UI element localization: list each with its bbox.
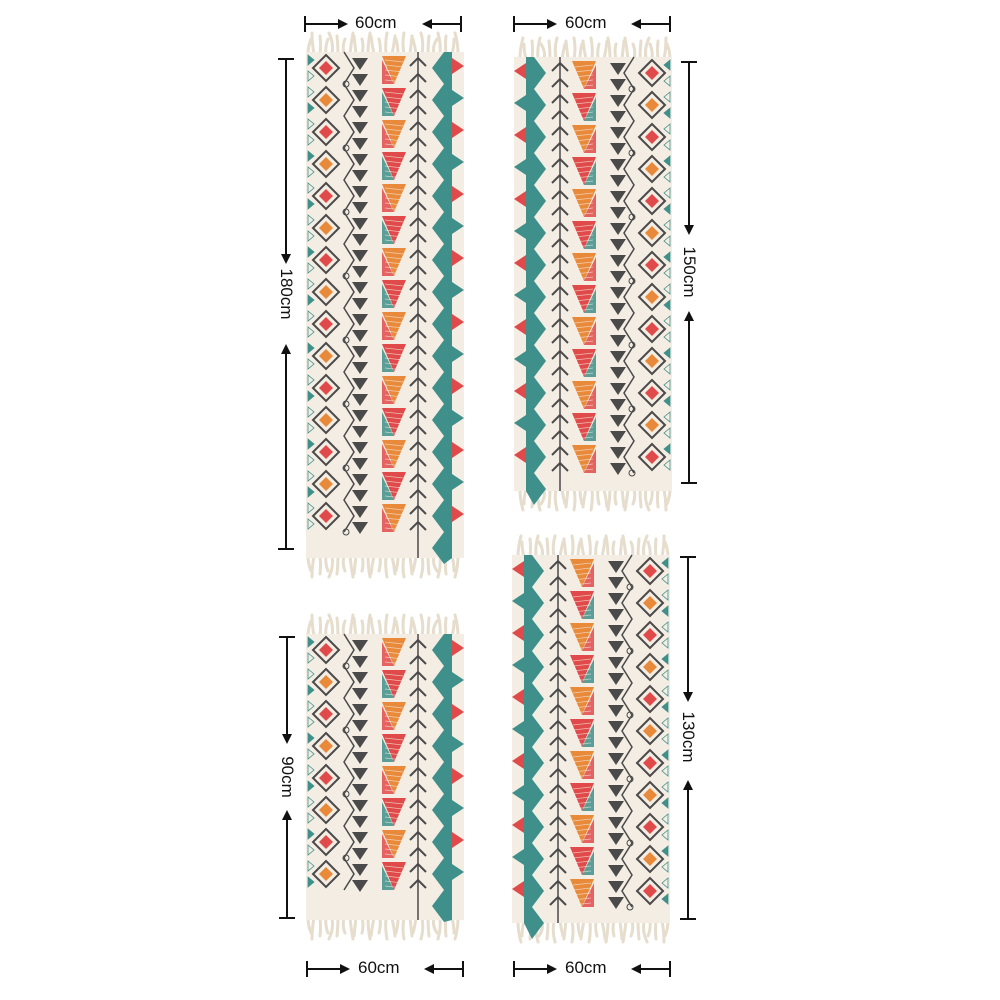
width-label-a: 60cm (355, 13, 397, 32)
length-label-a: 180cm (277, 268, 296, 320)
rug-130cm (510, 533, 672, 945)
rug-pattern (304, 30, 466, 580)
width-label-d: 60cm (565, 958, 607, 977)
length-label-b: 150cm (680, 246, 699, 298)
rug-90cm (304, 612, 466, 942)
width-label-b: 60cm (565, 13, 607, 32)
width-label-c: 60cm (358, 958, 400, 977)
rug-pattern (510, 533, 672, 945)
rug-pattern (304, 612, 466, 942)
length-label-d: 130cm (679, 711, 698, 763)
rug-pattern (512, 35, 674, 513)
rug-180cm (304, 30, 466, 580)
rug-150cm (512, 35, 674, 513)
length-label-c: 90cm (278, 756, 297, 798)
